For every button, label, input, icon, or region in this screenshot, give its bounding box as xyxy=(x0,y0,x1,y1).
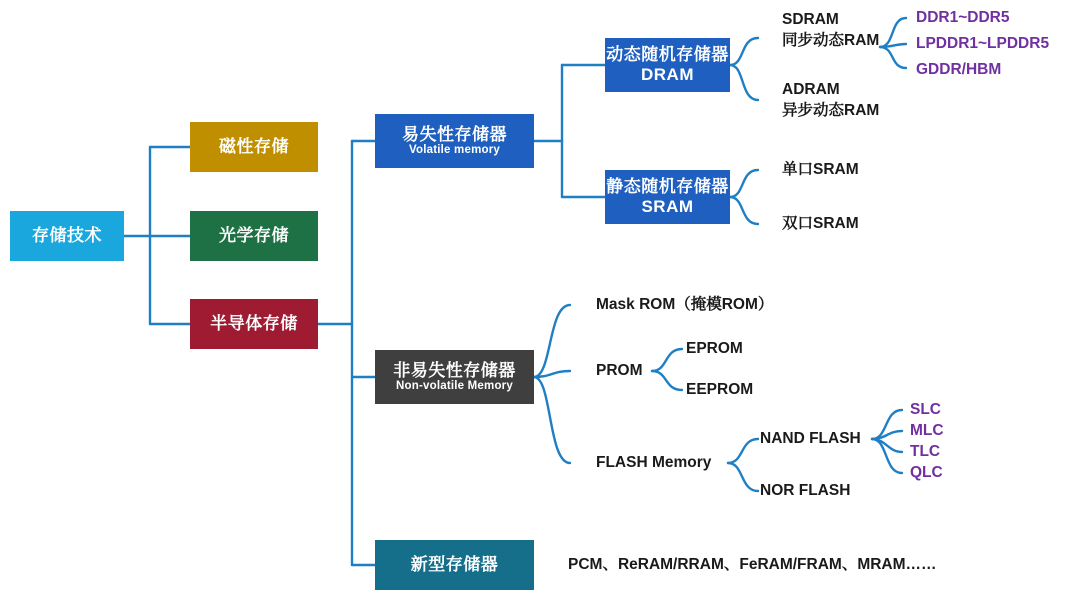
leaf-qlc: QLC xyxy=(910,464,943,481)
node-sram[interactable] xyxy=(605,170,730,224)
node-sram-label-cn: 静态随机存储器 xyxy=(606,177,729,197)
node-volatile-memory[interactable] xyxy=(375,114,534,168)
leaf-adram xyxy=(782,80,879,122)
node-optical-storage[interactable] xyxy=(190,211,318,261)
leaf-gddr-hbm: GDDR/HBM xyxy=(916,61,1002,78)
node-nonvolatile-memory-label-cn: 非易失性存储器 xyxy=(393,360,516,380)
node-new-memory[interactable] xyxy=(375,540,534,590)
leaf-new-memory-list: PCM、ReRAM/RRAM、FeRAM/FRAM、MRAM…… xyxy=(568,556,937,573)
leaf-single-port-sram: 单口SRAM xyxy=(782,161,859,178)
node-optical-storage-label: 光学存储 xyxy=(219,226,289,246)
leaf-ddr: DDR1~DDR5 xyxy=(916,9,1010,26)
leaf-tlc: TLC xyxy=(910,443,941,460)
leaf-sdram xyxy=(782,10,879,52)
leaf-adram-line1: ADRAM xyxy=(782,81,840,98)
node-dram-label-cn: 动态随机存储器 xyxy=(606,45,729,65)
node-sram-label-en: SRAM xyxy=(641,197,694,216)
node-root-label: 存储技术 xyxy=(32,226,102,246)
leaf-dual-port-sram: 双口SRAM xyxy=(782,215,859,232)
leaf-nand-flash: NAND FLASH xyxy=(760,430,861,447)
leaf-lpddr: LPDDR1~LPDDR5 xyxy=(916,35,1050,52)
node-volatile-memory-label-cn: 易失性存储器 xyxy=(402,124,507,144)
leaf-sdram-line1: SDRAM xyxy=(782,11,839,28)
leaf-eeprom: EEPROM xyxy=(686,381,754,398)
node-semiconductor-storage[interactable] xyxy=(190,299,318,349)
leaf-prom: PROM xyxy=(596,362,643,379)
leaf-sdram-line2: 同步动态RAM xyxy=(782,31,880,49)
leaf-slc: SLC xyxy=(910,401,941,418)
leaf-flash-memory: FLASH Memory xyxy=(596,454,712,471)
node-nonvolatile-memory[interactable] xyxy=(375,350,534,404)
leaf-mlc: MLC xyxy=(910,422,944,439)
node-new-memory-label: 新型存储器 xyxy=(410,555,499,575)
node-dram[interactable] xyxy=(605,38,730,92)
leaf-mask-rom: Mask ROM（掩模ROM） xyxy=(596,296,774,313)
node-semiconductor-storage-label: 半导体存储 xyxy=(210,314,298,334)
node-dram-label-en: DRAM xyxy=(641,65,694,84)
node-root[interactable] xyxy=(10,211,124,261)
leaf-eprom: EPROM xyxy=(686,340,743,357)
leaf-nor-flash: NOR FLASH xyxy=(760,482,851,499)
node-volatile-memory-label-en: Volatile memory xyxy=(409,144,500,157)
node-nonvolatile-memory-label-en: Non-volatile Memory xyxy=(396,380,513,393)
node-magnetic-storage-label: 磁性存储 xyxy=(219,137,289,157)
leaf-adram-line2: 异步动态RAM xyxy=(782,101,880,119)
node-magnetic-storage[interactable] xyxy=(190,122,318,172)
